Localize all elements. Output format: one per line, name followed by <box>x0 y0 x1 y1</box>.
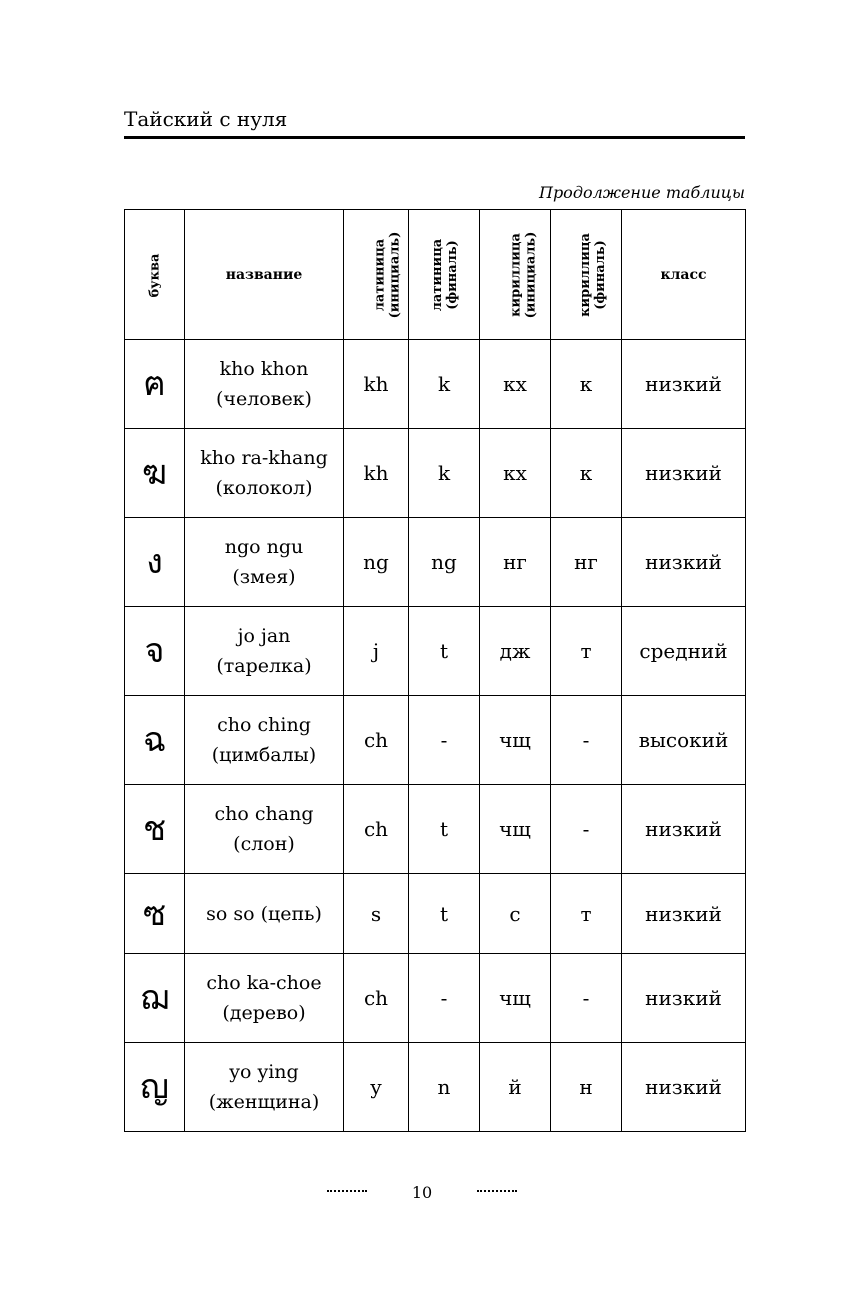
letter-name-line: yo ying <box>229 1061 299 1083</box>
cyrillic-initial: кх <box>480 429 551 518</box>
column-header-label: латиница (инициаль) <box>372 231 403 318</box>
latin-final: n <box>409 1043 480 1132</box>
table-row <box>125 785 746 874</box>
latin-initial: j <box>344 607 409 696</box>
thai-letter: ฆ <box>125 429 185 518</box>
cyrillic-final: н <box>551 1043 622 1132</box>
cyrillic-initial: чщ <box>480 785 551 874</box>
latin-final: k <box>409 429 480 518</box>
consonant-class: средний <box>622 607 746 696</box>
letter-name <box>185 954 344 1043</box>
column-header <box>125 210 185 340</box>
letter-name <box>185 340 344 429</box>
latin-final: t <box>409 785 480 874</box>
column-header <box>344 210 409 340</box>
letter-name-line: (цимбалы) <box>211 744 317 766</box>
consonant-class: низкий <box>622 340 746 429</box>
letter-name-line: ngo ngu <box>224 536 304 558</box>
table-row <box>125 874 746 954</box>
letter-name-line: cho ching <box>217 714 311 736</box>
consonant-class: низкий <box>622 1043 746 1132</box>
cyrillic-initial: кх <box>480 340 551 429</box>
letter-name <box>185 696 344 785</box>
letter-name <box>185 429 344 518</box>
latin-final: k <box>409 340 480 429</box>
thai-letter: ญ <box>125 1043 185 1132</box>
table-row <box>125 518 746 607</box>
column-header-label: название <box>225 266 303 283</box>
table-row <box>125 340 746 429</box>
cyrillic-initial: й <box>480 1043 551 1132</box>
cyrillic-final: т <box>551 607 622 696</box>
cyrillic-final: - <box>551 785 622 874</box>
letter-name <box>185 518 344 607</box>
letter-name-line: kho ra-khang <box>200 447 328 469</box>
thai-alphabet-table <box>124 209 746 1132</box>
thai-letter: ช <box>125 785 185 874</box>
header-rule <box>124 136 745 139</box>
cyrillic-final: - <box>551 954 622 1043</box>
cyrillic-initial: нг <box>480 518 551 607</box>
letter-name <box>185 874 344 954</box>
column-header <box>409 210 480 340</box>
letter-name-line: (слон) <box>233 833 295 855</box>
thai-letter: ฉ <box>125 696 185 785</box>
latin-initial: y <box>344 1043 409 1132</box>
latin-initial: ch <box>344 954 409 1043</box>
letter-name-line: jo jan <box>237 625 291 647</box>
column-header <box>185 210 344 340</box>
letter-name-line: (дерево) <box>222 1002 306 1024</box>
thai-letter: ซ <box>125 874 185 954</box>
latin-final: t <box>409 607 480 696</box>
column-header-label: латиница (финаль) <box>430 238 461 311</box>
cyrillic-final: к <box>551 429 622 518</box>
table-row <box>125 954 746 1043</box>
letter-name-line: cho chang <box>214 803 314 825</box>
thai-letter: ฌ <box>125 954 185 1043</box>
consonant-class: низкий <box>622 429 746 518</box>
running-title: Тайский с нуля <box>124 107 288 131</box>
letter-name <box>185 1043 344 1132</box>
continuation-note: Продолжение таблицы <box>538 183 745 202</box>
thai-letter: จ <box>125 607 185 696</box>
table-row <box>125 1043 746 1132</box>
consonant-class: низкий <box>622 518 746 607</box>
column-header-label: кириллица (инициаль) <box>508 231 539 318</box>
consonant-class: низкий <box>622 785 746 874</box>
table-row <box>125 429 746 518</box>
letter-name-line: kho khon <box>219 358 309 380</box>
cyrillic-final: нг <box>551 518 622 607</box>
letter-name-line: cho ka-choe <box>206 972 322 994</box>
table-header-row <box>125 210 746 340</box>
column-header-label: кириллица (финаль) <box>577 232 608 317</box>
table-body <box>125 340 746 1132</box>
consonant-class: низкий <box>622 954 746 1043</box>
table-row <box>125 696 746 785</box>
letter-name-line: (колокол) <box>215 477 313 499</box>
cyrillic-final: к <box>551 340 622 429</box>
latin-final: - <box>409 696 480 785</box>
cyrillic-initial: чщ <box>480 954 551 1043</box>
consonant-class: высокий <box>622 696 746 785</box>
cyrillic-initial: дж <box>480 607 551 696</box>
thai-letter: ฅ <box>125 340 185 429</box>
letter-name-line: (змея) <box>232 566 296 588</box>
column-header <box>480 210 551 340</box>
cyrillic-final: - <box>551 696 622 785</box>
footer-dots-left <box>327 1180 367 1192</box>
consonant-class: низкий <box>622 874 746 954</box>
thai-letter: ง <box>125 518 185 607</box>
page-footer <box>0 1180 844 1204</box>
cyrillic-initial: чщ <box>480 696 551 785</box>
column-header <box>622 210 746 340</box>
letter-name-line: (человек) <box>216 388 312 410</box>
latin-initial: kh <box>344 429 409 518</box>
letter-name-line: (женщина) <box>208 1091 320 1113</box>
column-header-label: буква <box>147 253 162 297</box>
latin-initial: ch <box>344 696 409 785</box>
cyrillic-final: т <box>551 874 622 954</box>
column-header <box>551 210 622 340</box>
column-header-label: класс <box>660 266 707 283</box>
latin-final: - <box>409 954 480 1043</box>
footer-dots-right <box>477 1180 517 1192</box>
letter-name-line: (тарелка) <box>216 655 312 677</box>
latin-initial: s <box>344 874 409 954</box>
letter-name-line: so so (цепь) <box>206 902 322 925</box>
latin-initial: ch <box>344 785 409 874</box>
page-number: 10 <box>411 1183 433 1202</box>
latin-final: t <box>409 874 480 954</box>
cyrillic-initial: с <box>480 874 551 954</box>
latin-initial: ng <box>344 518 409 607</box>
latin-initial: kh <box>344 340 409 429</box>
letter-name <box>185 607 344 696</box>
latin-final: ng <box>409 518 480 607</box>
table-row <box>125 607 746 696</box>
letter-name <box>185 785 344 874</box>
